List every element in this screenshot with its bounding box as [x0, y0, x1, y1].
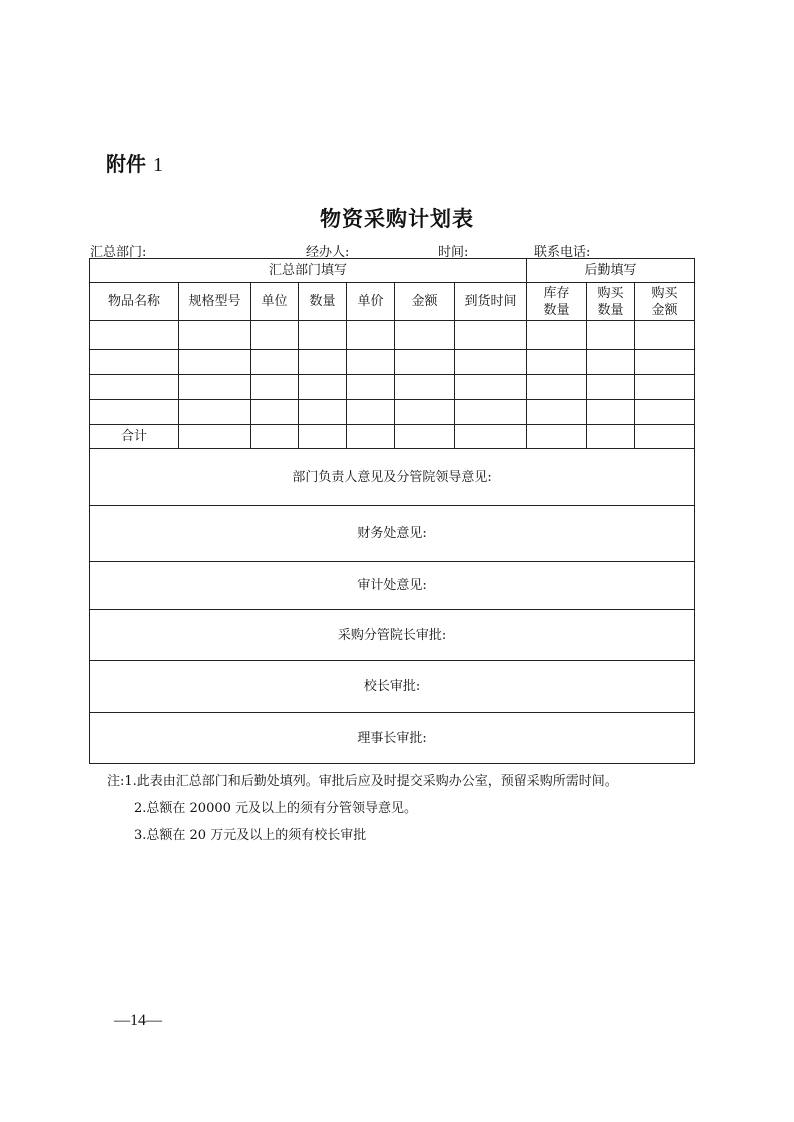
page-title: 物资采购计划表: [320, 207, 474, 231]
attachment-label: [106, 148, 163, 177]
group-header-dept: 汇总部门填写: [90, 259, 527, 283]
note-3: 3.总额在 20 万元及以上的须有校长审批: [134, 828, 367, 843]
column-header-row: [90, 283, 695, 321]
meta-phone: 联系电话:: [534, 245, 591, 260]
attachment-text: 附件: [106, 152, 146, 176]
approval-purchase-vice-president[interactable]: 采购分管院长审批:: [90, 610, 695, 661]
opinion-dept-leader[interactable]: 部门负责人意见及分管院领导意见:: [90, 449, 695, 506]
column-header-line: 购买: [651, 285, 678, 301]
column-header: [527, 283, 587, 321]
total-row: [90, 425, 695, 449]
table-row: [90, 400, 695, 425]
opinion-finance[interactable]: 财务处意见:: [90, 506, 695, 562]
column-header: 物品名称: [90, 283, 179, 321]
column-header: 单价: [347, 283, 395, 321]
table-row: [90, 350, 695, 375]
column-header-line: 库存: [543, 285, 570, 301]
column-header: [587, 283, 635, 321]
column-header: 金额: [395, 283, 455, 321]
note-1: 注:1.此表由汇总部门和后勤处填列。审批后应及时提交采购办公室，预留采购所需时间。: [107, 774, 618, 789]
table-row: [90, 375, 695, 400]
column-header-line: 数量: [543, 302, 570, 318]
total-label: 合计: [90, 425, 179, 449]
group-header-logistics: 后勤填写: [527, 259, 695, 283]
column-header: 规格型号: [179, 283, 251, 321]
column-header: 单位: [251, 283, 299, 321]
opinion-audit[interactable]: 审计处意见:: [90, 562, 695, 610]
column-header: 到货时间: [455, 283, 527, 321]
approval-board-chairman[interactable]: 理事长审批:: [90, 713, 695, 764]
column-header: [635, 283, 695, 321]
column-header-line: 数量: [597, 302, 624, 318]
approval-president[interactable]: 校长审批:: [90, 661, 695, 713]
page-number: —14—: [114, 1012, 162, 1029]
note-2: 2.总额在 20000 元及以上的须有分管领导意见。: [134, 801, 418, 816]
column-header: 数量: [299, 283, 347, 321]
table-row: [90, 321, 695, 350]
meta-time: 时间:: [438, 245, 469, 260]
purchase-plan-table: [89, 258, 695, 764]
column-header-line: 金额: [651, 302, 678, 318]
meta-handler: 经办人:: [306, 245, 350, 260]
attachment-number: 1: [152, 154, 163, 176]
meta-department: 汇总部门:: [90, 245, 147, 260]
column-header-line: 购买: [597, 285, 624, 301]
